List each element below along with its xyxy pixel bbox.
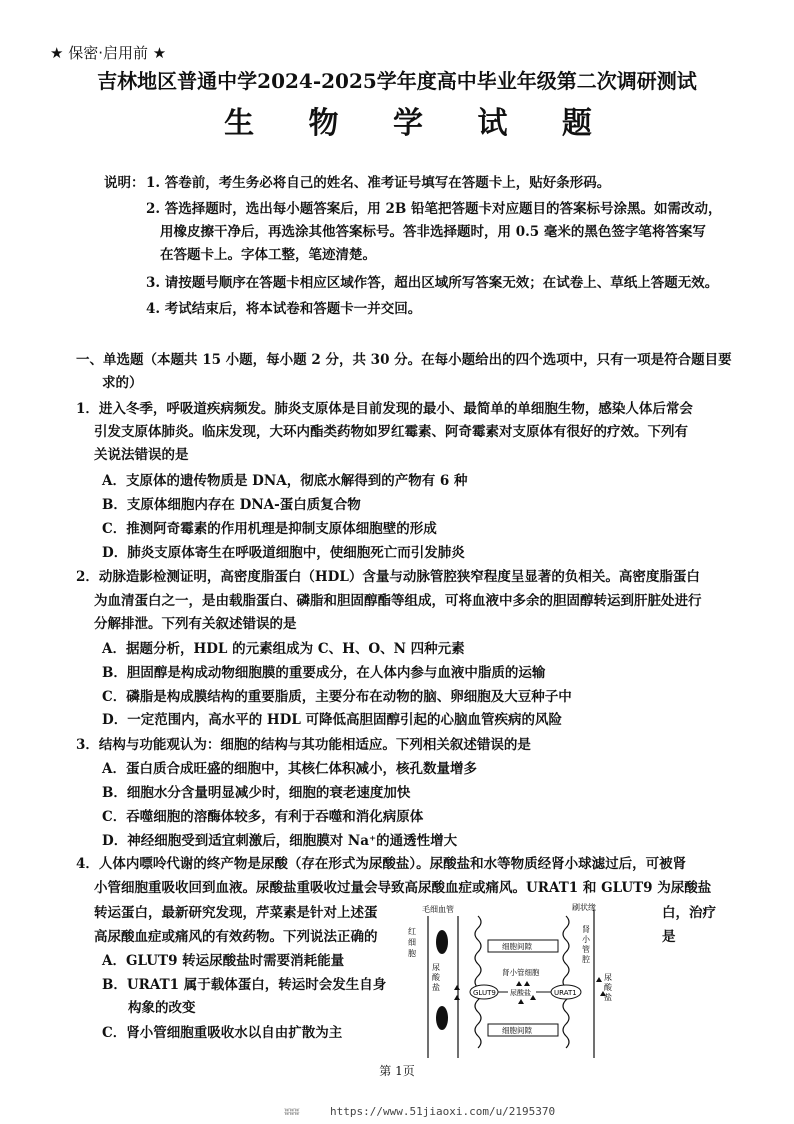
q1-option-a: A．支原体的遗传物质是 DNA，彻底水解得到的产物有 6 种 <box>102 473 468 489</box>
q3-option-d: D．神经细胞受到适宜刺激后，细胞膜对 Na⁺的通透性增大 <box>102 833 458 849</box>
subject-title: 生 物 学 试 题 <box>224 106 614 141</box>
q4-stem: 4．人体内嘌呤代谢的终产物是尿酸（存在形式为尿酸盐）。尿酸盐和水等物质经肾小球滤过后，可被肾 <box>76 856 687 872</box>
q3-stem: 3．结构与功能观认为：细胞的结构与其功能相适应。下列相关叙述错误的是 <box>76 737 531 753</box>
q4-stem-right: 白，治疗 <box>662 905 716 921</box>
q4-stem: 小管细胞重吸收回到血液。尿酸盐重吸收过量会导致高尿酸血症或痛风。URAT1 和 GLUT9 为尿酸盐 <box>94 880 712 896</box>
instruction-item: 2. 答选择题时，选出每小题答案后，用 2B 铅笔把答题卡对应题目的答案标号涂黑。如需改动， <box>146 201 722 217</box>
apical-membrane <box>563 916 569 1048</box>
red-blood-cell <box>436 930 448 954</box>
glut9-label: GLUT9 <box>473 989 496 997</box>
q1-option-b: B．支原体细胞内存在 DNA-蛋白质复合物 <box>102 497 361 513</box>
q1-stem: 关说法错误的是 <box>94 447 189 463</box>
urate-transport-figure <box>396 900 616 1060</box>
rbc-label: 红细胞 <box>408 927 416 958</box>
exam-title: 吉林地区普通中学2024-2025学年度高中毕业年级第二次调研测试 <box>97 69 697 93</box>
red-blood-cell <box>436 1006 448 1030</box>
instruction-item: 4. 考试结束后，将本试卷和答题卡一并交回。 <box>146 301 422 317</box>
q2-stem: 分解排泄。下列有关叙述错误的是 <box>94 616 297 632</box>
q3-option-b: B．细胞水分含量明显减少时，细胞的衰老速度加快 <box>102 785 411 801</box>
q4-stem: 转运蛋白，最新研究发现，芹菜素是针对上述蛋 <box>94 905 378 921</box>
section-title-cont: 求的） <box>102 375 143 391</box>
tubule-lumen-label: 肾小管腔 <box>582 925 590 964</box>
capillary-label: 毛细血管 <box>422 905 454 914</box>
basolateral-membrane <box>475 916 481 1048</box>
q2-option-d: D．一定范围内，高水平的 HDL 可降低高胆固醇引起的心脑血管疾病的风险 <box>102 712 563 728</box>
q3-option-a: A．蛋白质合成旺盛的细胞中，其核仁体积减小，核孔数量增多 <box>102 761 477 777</box>
instruction-item: 1. 答卷前，考生务必将自己的姓名、准考证号填写在答题卡上，贴好条形码。 <box>146 175 611 191</box>
q1-option-d: D．肺炎支原体寄生在呼吸道细胞中，使细胞死亡而引发肺炎 <box>102 545 465 561</box>
instructions-lead: 说明： <box>104 175 145 191</box>
q4-stem: 高尿酸血症或痛风的有效药物。下列说法正确的 <box>94 929 378 945</box>
q4-option-b: B．URAT1 属于载体蛋白，转运时会发生自身 <box>102 977 387 993</box>
q1-stem: 引发支原体肺炎。临床发现，大环内酯类药物如罗红霉素、阿奇霉素对支原体有很好的疗效。下列有 <box>94 424 688 440</box>
q2-stem: 为血清蛋白之一，是由载脂蛋白、磷脂和胆固醇酯等组成，可将血液中多余的胆固醇转运到肝脏处进行 <box>94 593 702 609</box>
brush-border-label: 刷状缘 <box>572 903 596 912</box>
tubule-cell-label: 肾小管细胞 <box>502 968 540 977</box>
q4-stem-right: 是 <box>662 929 676 945</box>
urate-label: 尿酸盐 <box>432 963 440 992</box>
q1-option-c: C．推测阿奇霉素的作用机理是抑制支原体细胞壁的形成 <box>102 521 437 537</box>
urate-right-label: 尿酸盐 <box>604 973 612 1002</box>
urate-center-label: 尿酸盐 <box>510 989 531 997</box>
q4-option-c: C．肾小管细胞重吸收水以自由扩散为主 <box>102 1025 343 1041</box>
footer-mark: ʬʬʬ <box>284 1107 299 1118</box>
section-title: 一、单选题（本题共 15 小题，每小题 2 分，共 30 分。在每小题给出的四个选项中，只有一项是符合题目要 <box>76 352 732 368</box>
q1-stem: 1．进入冬季，呼吸道疾病频发。肺炎支原体是目前发现的最小、最简单的单细胞生物，感染人体后常会 <box>76 401 693 417</box>
instruction-item: 在答题卡上。字体工整，笔迹清楚。 <box>160 247 376 263</box>
intercellular-label: 细胞间隙 <box>502 1026 532 1035</box>
q4-option-a: A．GLUT9 转运尿酸盐时需要消耗能量 <box>102 953 345 969</box>
q2-option-c: C．磷脂是构成膜结构的重要脂质，主要分布在动物的脑、卵细胞及大豆种子中 <box>102 689 572 705</box>
page-number: 第 1页 <box>379 1064 415 1078</box>
q2-stem: 2．动脉造影检测证明，高密度脂蛋白（HDL）含量与动脉管腔狭窄程度呈显著的负相关。高密度脂蛋白 <box>76 569 700 585</box>
urat1-label: URAT1 <box>554 989 577 997</box>
q3-option-c: C．吞噬细胞的溶酶体较多，有利于吞噬和消化病原体 <box>102 809 424 825</box>
instruction-item: 3. 请按题号顺序在答题卡相应区域作答，超出区域所写答案无效；在试卷上、草纸上答题无效。 <box>146 275 719 291</box>
footer-url[interactable]: https://www.51jiaoxi.com/u/2195370 <box>330 1105 556 1118</box>
instruction-item: 用橡皮擦干净后，再选涂其他答案标号。答非选择题时，用 0.5 毫米的黑色签字笔将答案写 <box>160 224 706 240</box>
q2-option-a: A．据题分析，HDL 的元素组成为 C、H、O、N 四种元素 <box>102 641 465 657</box>
confidential-label: ★ 保密·启用前 ★ <box>50 44 167 62</box>
q4-option-b-cont: 构象的改变 <box>128 1000 196 1016</box>
q2-option-b: B．胆固醇是构成动物细胞膜的重要成分，在人体内参与血液中脂质的运输 <box>102 665 546 681</box>
intercellular-label: 细胞间隙 <box>502 942 532 951</box>
